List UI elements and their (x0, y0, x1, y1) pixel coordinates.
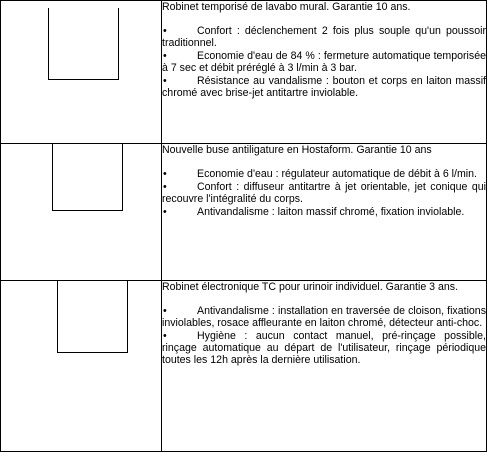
feature-item (162, 168, 486, 180)
feature-item (162, 330, 486, 366)
bullet-icon: • (163, 305, 167, 317)
product-image-cell (1, 281, 162, 452)
feature-item (162, 25, 486, 49)
feature-list (162, 25, 486, 99)
product-row (1, 281, 487, 452)
bullet-icon: • (163, 168, 167, 180)
feature-text: Résistance au vandalisme : bouton et corps en laiton massif chromé avec brise-jet antitartre inviolable. (162, 75, 486, 99)
feature-text: Hygiène : aucun contact manuel, pré-rinçage possible, rinçage automatique au départ de l'utilisateur, rinçage périodique toutes les 12h après la dernière utilisation. (162, 330, 486, 366)
feature-item (162, 50, 486, 74)
feature-text: Antivandalisme : installation en traversée de cloison, fixations inviolables, rosace affleurante en laiton chromé, détecteur anti-choc. (162, 305, 486, 329)
bullet-icon: • (163, 330, 167, 342)
feature-list (162, 305, 486, 366)
feature-list (162, 168, 486, 218)
product-image-placeholder (52, 144, 123, 211)
feature-text: Confort : diffuseur antitartre à jet orientable, jet conique qui recouvre l'intégralité du corps. (162, 181, 486, 205)
feature-item (162, 206, 486, 218)
product-title: Robinet temporisé de lavabo mural. Garantie 10 ans. (162, 1, 411, 13)
feature-item (162, 181, 486, 205)
bullet-icon: • (163, 50, 167, 62)
product-image-cell (1, 1, 162, 144)
bullet-icon: • (163, 206, 167, 218)
feature-text: Antivandalisme : laiton massif chromé, fixation inviolable. (197, 206, 465, 218)
bullet-icon: • (163, 75, 167, 87)
feature-text: Economie d'eau : régulateur automatique de débit à 6 l/min. (197, 168, 477, 180)
bullet-icon: • (163, 25, 167, 37)
feature-item (162, 305, 486, 329)
product-image-placeholder (48, 8, 119, 80)
feature-text: Confort : déclenchement 2 fois plus souple qu'un poussoir traditionnel. (162, 25, 486, 49)
bullet-icon: • (163, 181, 167, 193)
product-title: Nouvelle buse antiligature en Hostaform. Garantie 10 ans (162, 144, 432, 156)
product-row (1, 144, 487, 281)
product-description-cell (162, 1, 487, 144)
product-title: Robinet électronique TC pour urinoir individuel. Garantie 3 ans. (162, 281, 459, 293)
product-description-cell (162, 281, 487, 452)
feature-text: Economie d'eau de 84 % : fermeture automatique temporisée à 7 sec et débit préréglé à 3 l/min à 3 bar. (162, 50, 486, 74)
product-description-cell (162, 144, 487, 281)
product-row (1, 1, 487, 144)
product-image-placeholder (57, 281, 128, 353)
product-image-cell (1, 144, 162, 281)
feature-item (162, 75, 486, 99)
